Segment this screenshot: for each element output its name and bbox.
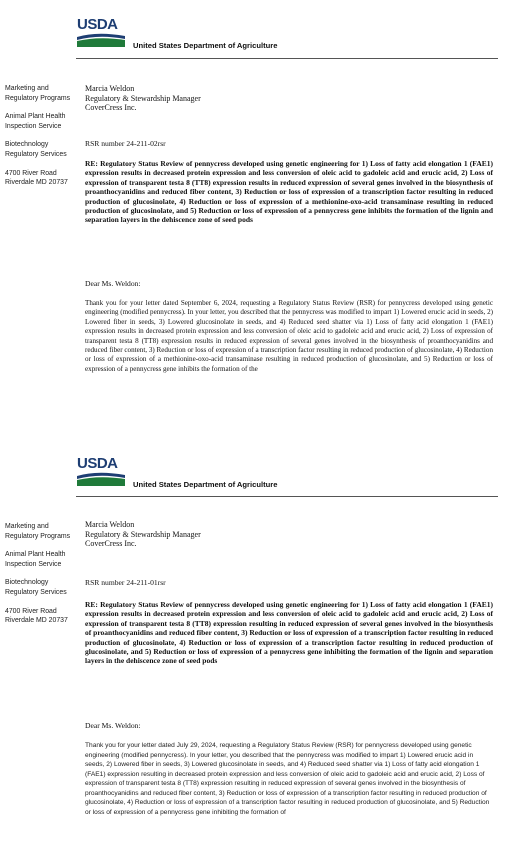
usda-swoosh-icon [77,33,125,47]
subject-line: RE: Regulatory Status Review of pennycress developed using genetic engineering for 1) Loss of fatty acid elongation 1 (FAE1) expression results in decreased protein expression and less conversion of oleic acid to gadoleic acid and erucic acid, 2) Loss of expression of transparent testa 8 (TT8) expression resulting in reduced expression of several genes involved in the biosynthesis of proanthocyanidins and reduced fiber content, 3) Reduction or loss of expression of a transcription factor resulting in reduced production of glucosinolate, 4) Reduction or loss of expression of a transcription factor resulting in reduced production of glucosinolate, and 5) Reduction or loss of expression of a pennycress gene inhibiting the formation of the lignin and separation layers in the dehiscence zone of seed pods [85,600,493,666]
sidebar-program: Marketing and Regulatory Programs [5,85,71,102]
recipient-title: Regulatory & Stewardship Manager [85,93,201,103]
sidebar-division: Biotechnology Regulatory Services [5,579,67,596]
sidebar-division: Biotechnology Regulatory Services [5,141,67,158]
sidebar-service: Animal Plant Health Inspection Service [5,113,66,130]
agency-sidebar [5,84,71,197]
salutation: Dear Ms. Weldon: [85,721,141,730]
recipient-name: Marcia Weldon [85,520,135,529]
letter-page-2 [0,429,515,857]
agency-sidebar [5,522,71,635]
recipient-company: CoverCress Inc. [85,539,137,549]
usda-swoosh-icon [77,472,125,486]
letter-address [85,520,493,549]
sidebar-address: 4700 River Road Riverdale MD 20737 [5,607,68,625]
recipient-title: Regulatory & Stewardship Manager [85,529,201,539]
usda-logo [77,18,127,47]
usda-logo-text: USDA [77,16,118,33]
letter-address [85,84,493,113]
header-rule [76,58,498,59]
letter-page-1 [0,0,515,428]
sidebar-address: 4700 River Road Riverdale MD 20737 [5,169,68,187]
letter-body: Thank you for your letter dated July 29, 2024, requesting a Regulatory Status Review (RSR) for pennycress developed using genetic engineering (modified pennycress). In your letter, you described that the pennycress was modified to impart 1) Lowered erucic acid in seeds, 2) Lowered fiber in seeds, 3) Lowered glucosinolate in seeds, and 4) Reduced seed shatter via 1) Loss of fatty acid elongation 1 (FAE1) expression resulting in decreased protein expression and less conversion of oleic acid to gadoleic acid and erucic acid, 2) Loss of expression of transparent testa 8 (TT8) expression resulting in reduced expression of several genes involved in the biosynthesis of proanthocyanidins and reduced fiber content, 3) Reduction or loss of expression of a transcription factor resulting in reduced production of glucosinolate, 4) Reduction or loss of expression of a transcription factor resulting in reduced production of glucosinolate, and 5) Reduction or loss of expression of a pennycress gene inhibiting the formation of [85,742,490,816]
usda-logo [77,457,127,486]
salutation: Dear Ms. Weldon: [85,279,141,288]
header-rule [76,496,498,497]
recipient-name: Marcia Weldon [85,84,135,93]
sidebar-service: Animal Plant Health Inspection Service [5,551,66,568]
department-name: United States Department of Agriculture [133,41,278,50]
recipient-company: CoverCress Inc. [85,103,137,113]
rsr-number: RSR number 24-211-01rsr [85,578,166,587]
department-name: United States Department of Agriculture [133,480,278,489]
letter-body: Thank you for your letter dated September 6, 2024, requesting a Regulatory Status Review (RSR) for pennycress developed using genetic engineering (modified pennycress). In your letter, you described that the pennycress was modified to impart 1) Lowered erucic acid in seeds, 2) Lowered fiber in seeds, 3) Lowered glucosinolate in seeds, and 4) Reduced seed shatter via 1) Loss of fatty acid elongation 1 (FAE1) expression results in decreased protein expression and less conversion of oleic acid to gadoleic acid and erucic acid, 2) Loss of expression of transparent testa 8 (TT8) expression results in reduced expression of several genes involved in the biosynthesis of proanthocyanidins and reduced fiber content, 3) Reduction or loss of expression of a transcription factor resulting in reduced production of glucosinolate, 4) Reduction or loss of expression of a methionine-oxo-acid transaminase resulting in reduced production of glucosinolate, and 5) Reduction or loss of expression of a pennycress gene inhibits the formation of the [85,299,493,373]
sidebar-program: Marketing and Regulatory Programs [5,523,71,540]
subject-line: RE: Regulatory Status Review of pennycress developed using genetic engineering for 1) Loss of fatty acid elongation 1 (FAE1) expression results in decreased protein expression and less conversion of oleic acid to gadoleic acid and erucic acid, 2) Loss of expression of transparent testa 8 (TT8) expression results in reduced expression of several genes involved in the biosynthesis of proanthocyanidins and reduced fiber content, 3) Reduction or loss of expression of a transcription factor resulting in reduced production of glucosinolate, 4) Reduction or loss of expression of a methionine-oxo-acid transaminase resulting in reduced production of glucosinolate, and 5) Reduction or loss of expression of a pennycress gene inhibits the formation of the lignin and separation layers in the dehiscence zone of seed pods [85,159,493,225]
usda-logo-text: USDA [77,455,118,472]
rsr-number: RSR number 24-211-02rsr [85,139,166,148]
